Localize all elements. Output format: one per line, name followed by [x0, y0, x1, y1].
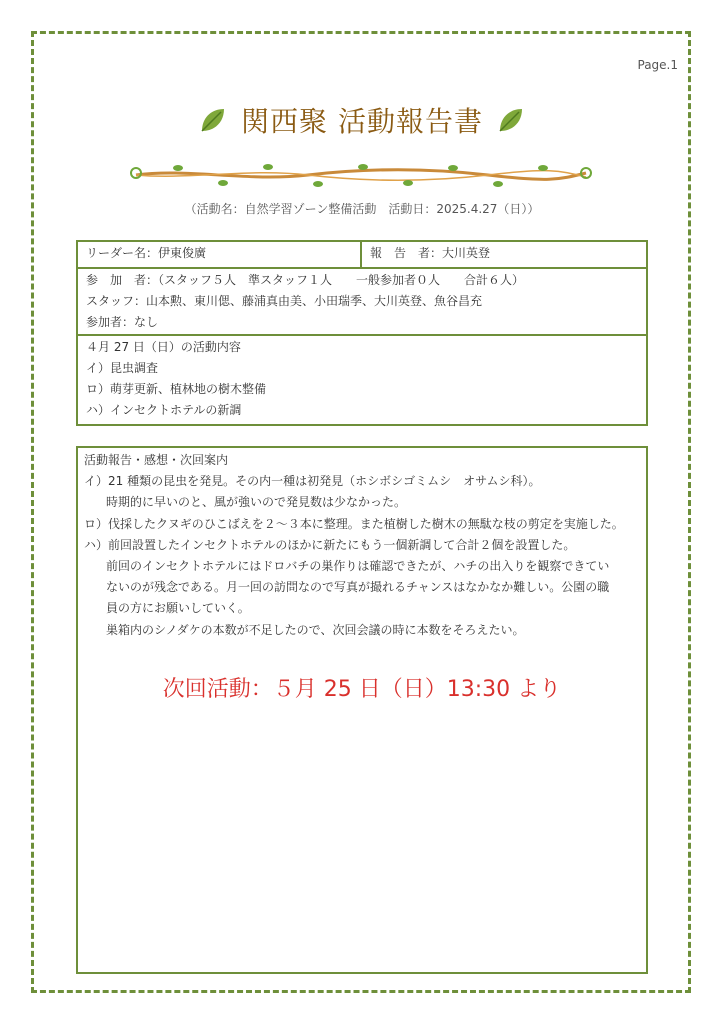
content-row — [78, 336, 646, 422]
vine-ornament — [128, 158, 594, 192]
info-table — [76, 240, 648, 426]
leaf-icon — [199, 106, 227, 134]
report-line: 時期的に早いのと、風が強いので発見数は少なかった。 — [106, 495, 407, 510]
content-item: ハ）インセクトホテルの新調 — [86, 403, 242, 417]
report-line: 員の方にお願いしていく。 — [106, 601, 250, 616]
staff-list: スタッフ：山本勲、東川偲、藤浦真由美、小田瑞季、大川英登、魚谷昌充 — [86, 294, 483, 308]
leaf-icon — [497, 106, 525, 134]
next-activity: 次回活動：５月 25 日（日）13:30 より — [162, 677, 562, 702]
report-line: イ）21 種類の昆虫を発見。その内一種は初発見（ホシボシゴミムシ オサムシ科）。 — [84, 474, 541, 489]
report-heading: 活動報告・感想・次回案内 — [84, 453, 229, 467]
report-line: ないのが残念である。月一回の訪問なので写真が撮れるチャンスはなかなか難しい。公園の職 — [106, 580, 610, 595]
title-row — [0, 98, 724, 142]
participants-summary: 参 加 者：（スタッフ５人 準スタッフ１人 一般参加者０人 合計６人） — [86, 273, 525, 287]
page-title: 関西聚 活動報告書 — [241, 105, 483, 138]
activity-info: （活動名：自然学習ゾーン整備活動 活動日：2025.4.27（日）） — [184, 202, 540, 216]
leader-name: リーダー名：伊東俊廣 — [78, 242, 362, 267]
report-line: 前回のインセクトホテルにはドロバチの巣作りは確認できたが、ハチの出入りを観察できてい — [106, 559, 610, 574]
reporter-name: 報 告 者：大川英登 — [370, 246, 491, 260]
attendees-list: 参加者：なし — [86, 315, 159, 329]
content-item: ロ）萌芽更新、植林地の樹木整備 — [86, 382, 267, 396]
page-number: Page.1 — [637, 58, 678, 72]
leader-row — [78, 242, 646, 269]
content-item: イ）昆虫調査 — [86, 361, 159, 375]
report-line: ハ）前回設置したインセクトホテルのほかに新たにもう一個新調して合計２個を設置した。 — [84, 537, 576, 552]
report-box — [76, 446, 648, 974]
members-row — [78, 269, 646, 336]
content-heading: ４月 27 日（日）の活動内容 — [86, 340, 241, 354]
report-line: 巣箱内のシノダケの本数が不足したので、次回会議の時に本数をそろえたい。 — [106, 622, 525, 637]
report-line: ロ）伐採したクヌギのひこばえを２〜３本に整理。また植樹した樹木の無駄な枝の剪定を実施した。 — [84, 516, 624, 531]
